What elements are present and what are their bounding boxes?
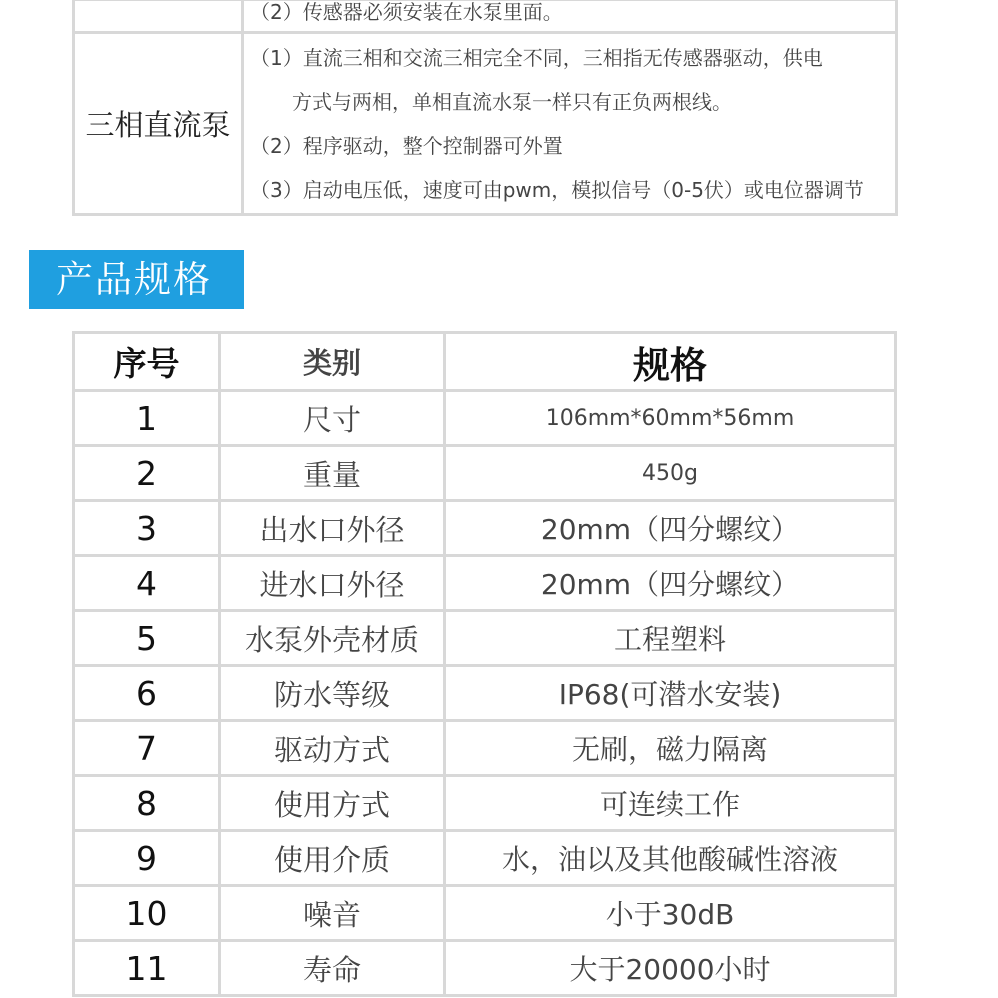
- column-header-category: 类别: [220, 333, 445, 391]
- row-number: 4: [74, 556, 220, 611]
- row-category: 使用方式: [220, 776, 445, 831]
- table-row: [74, 33, 897, 215]
- row-spec: IP68(可潜水安装): [445, 666, 896, 721]
- row-number: 9: [74, 831, 220, 886]
- row-category: 出水口外径: [220, 501, 445, 556]
- row-number: 10: [74, 886, 220, 941]
- table-row: [74, 0, 897, 33]
- pump-category-cell: [74, 0, 243, 33]
- description-line: 方式与两相，单相直流水泵一样只有正负两根线。: [292, 89, 732, 114]
- table-row: [74, 556, 896, 611]
- table-row: [74, 941, 896, 996]
- table-row: [74, 776, 896, 831]
- row-category: 重量: [220, 446, 445, 501]
- table-row: [74, 446, 896, 501]
- table-row: [74, 666, 896, 721]
- row-number: 2: [74, 446, 220, 501]
- row-number: 6: [74, 666, 220, 721]
- row-category: 水泵外壳材质: [220, 611, 445, 666]
- spec-table: [72, 331, 897, 997]
- row-category: 寿命: [220, 941, 445, 996]
- column-header-no: 序号: [74, 333, 220, 391]
- row-spec: 无刷，磁力隔离: [445, 721, 896, 776]
- row-category: 尺寸: [220, 391, 445, 446]
- row-number: 5: [74, 611, 220, 666]
- row-category: 噪音: [220, 886, 445, 941]
- pump-description-cell: [243, 0, 897, 33]
- section-title: 产品规格: [29, 250, 244, 309]
- table-row: [74, 391, 896, 446]
- description-line: （2）程序驱动，整个控制器可外置: [250, 133, 563, 158]
- table-row: [74, 501, 896, 556]
- row-number: 3: [74, 501, 220, 556]
- row-number: 11: [74, 941, 220, 996]
- table-row: [74, 721, 896, 776]
- row-category: 驱动方式: [220, 721, 445, 776]
- row-spec: 20mm（四分螺纹）: [445, 556, 896, 611]
- row-spec: 106mm*60mm*56mm: [445, 391, 896, 446]
- row-spec: 水，油以及其他酸碱性溶液: [445, 831, 896, 886]
- row-spec: 工程塑料: [445, 611, 896, 666]
- row-number: 1: [74, 391, 220, 446]
- column-header-spec: 规格: [445, 333, 896, 391]
- row-number: 8: [74, 776, 220, 831]
- description-line: （3）启动电压低，速度可由pwm，模拟信号（0-5伏）或电位器调节: [250, 177, 864, 202]
- row-spec: 小于30dB: [445, 886, 896, 941]
- pump-category-cell: 三相直流泵: [74, 33, 243, 215]
- row-spec: 大于20000小时: [445, 941, 896, 996]
- row-spec: 450g: [445, 446, 896, 501]
- description-line: （1）直流三相和交流三相完全不同，三相指无传感器驱动，供电: [250, 45, 823, 70]
- row-category: 使用介质: [220, 831, 445, 886]
- table-row: [74, 831, 896, 886]
- row-spec: 20mm（四分螺纹）: [445, 501, 896, 556]
- description-line: （2）传感器必须安装在水泵里面。: [250, 1, 563, 24]
- row-number: 7: [74, 721, 220, 776]
- pump-type-table: [72, 0, 898, 216]
- table-header-row: [74, 333, 896, 391]
- pump-description-cell: [243, 33, 897, 215]
- row-category: 进水口外径: [220, 556, 445, 611]
- table-row: [74, 886, 896, 941]
- table-row: [74, 611, 896, 666]
- row-spec: 可连续工作: [445, 776, 896, 831]
- row-category: 防水等级: [220, 666, 445, 721]
